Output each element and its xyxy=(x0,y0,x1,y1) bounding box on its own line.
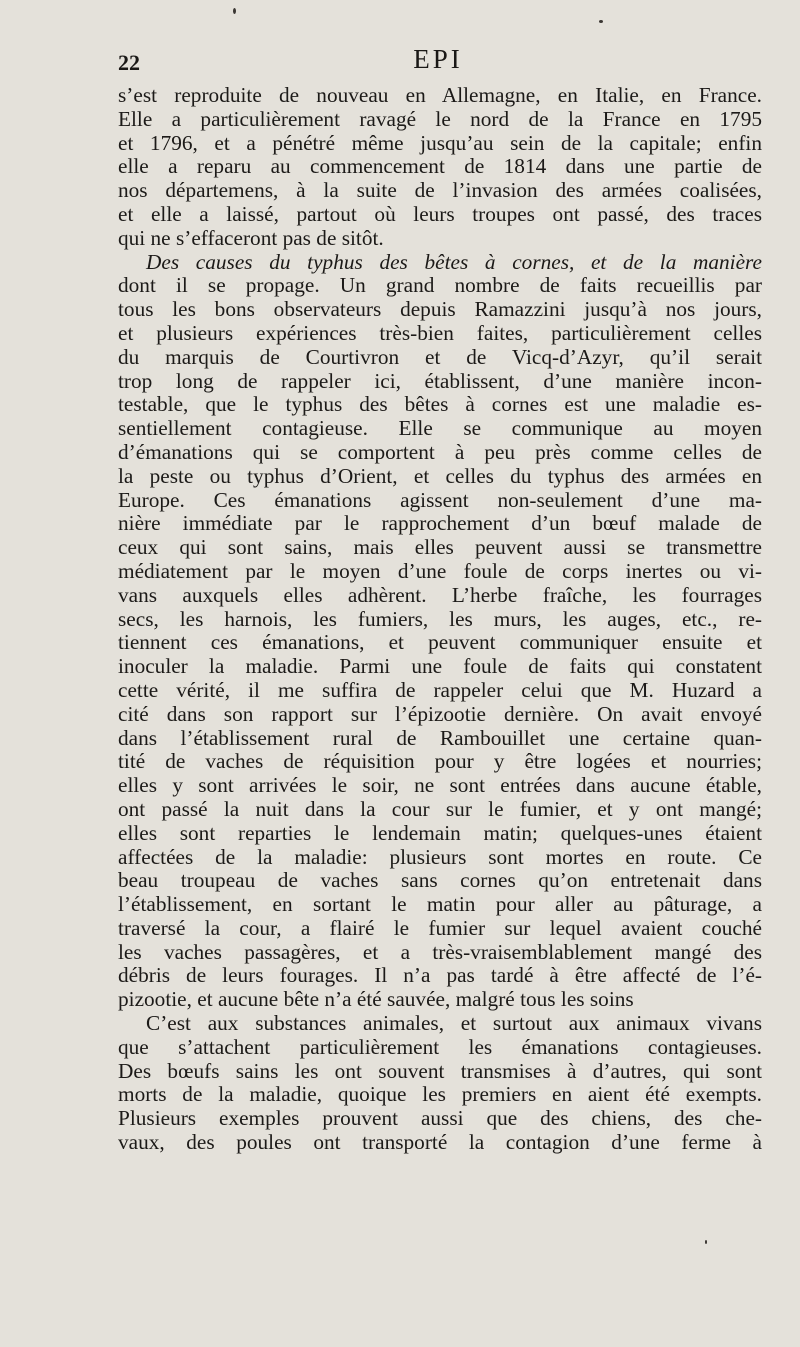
text-line: tous les bons observateurs depuis Ramazzini jusqu’à nos jours, xyxy=(118,297,762,322)
text-line: Des bœufs sains les ont souvent transmises à d’autres, qui sont xyxy=(118,1058,762,1083)
text-line: Plusieurs exemples prouvent aussi que des chiens, des che- xyxy=(118,1106,762,1131)
text-line: dont il se propage. Un grand nombre de faits recueillis par xyxy=(118,273,762,298)
text-line: elle a reparu au commencement de 1814 dans une partie de xyxy=(118,154,762,179)
text-line: cette vérité, il me suffira de rappeler celui que M. Huzard a xyxy=(118,677,762,702)
text-line: traversé la cour, a flairé le fumier sur lequel avaient couché xyxy=(118,915,762,940)
text-line: et 1796, et a pénétré même jusqu’au sein de la capitale; enfin xyxy=(118,130,762,155)
running-head: EPI xyxy=(413,44,463,74)
text-line: la peste ou typhus d’Orient, et celles du typhus des armées en xyxy=(118,463,762,488)
text-line: d’émanations qui se comportent à peu près comme celles de xyxy=(118,439,762,464)
text-line: Europe. Ces émanations agissent non-seulement d’une ma- xyxy=(118,487,762,512)
ink-speck xyxy=(233,8,236,14)
ink-speck xyxy=(599,20,603,23)
text-line: inoculer la maladie. Parmi une foule de faits qui constatent xyxy=(118,654,762,679)
text-line: beau troupeau de vaches sans cornes qu’on entretenait dans xyxy=(118,868,762,893)
section-heading-line xyxy=(118,251,762,275)
text-line: vaux, des poules ont transporté la contagion d’une ferme à xyxy=(118,1130,762,1155)
text-line: et plusieurs expériences très-bien faites, particulièrement celles xyxy=(118,320,762,345)
text-line: morts de la maladie, quoique les premiers en aient été exempts. xyxy=(118,1082,762,1107)
ink-speck xyxy=(705,1240,707,1244)
text-line: nos départemens, à la suite de l’invasion des armées coalisées, xyxy=(118,178,762,203)
text-line: testable, que le typhus des bêtes à cornes est une maladie es- xyxy=(118,392,762,417)
text-line: médiatement par le moyen d’une foule de corps inertes ou vi- xyxy=(118,558,762,583)
text-line: tiennent ces émanations, et peuvent communiquer ensuite et xyxy=(118,630,762,655)
text-line: et elle a laissé, partout où leurs troupes ont passé, des traces xyxy=(118,201,762,226)
text-line: les vaches passagères, et a très-vraisemblablement mangé des xyxy=(118,939,762,964)
body-text xyxy=(118,84,762,1155)
text-line: sentiellement contagieuse. Elle se communique au moyen xyxy=(118,416,762,441)
text-line: affectées de la maladie: plusieurs sont mortes en route. Ce xyxy=(118,844,762,869)
text-line: du marquis de Courtivron et de Vicq-d’Azyr, qu’il serait xyxy=(118,344,762,369)
text-line: secs, les harnois, les fumiers, les murs, les auges, etc., re- xyxy=(118,606,762,631)
text-line: elles y sont arrivées le soir, ne sont entrées dans aucune étable, xyxy=(118,773,762,798)
text-line: que s’attachent particulièrement les émanations contagieuses. xyxy=(118,1034,762,1059)
text-line: C’est aux substances animales, et surtout aux animaux vivans xyxy=(146,1011,762,1036)
text-line: l’établissement, en sortant le matin pour aller au pâturage, a xyxy=(118,892,762,917)
text-line: elles sont reparties le lendemain matin; quelques-unes étaient xyxy=(118,820,762,845)
text-line: débris de leurs fourages. Il n’a pas tardé à être affecté de l’é- xyxy=(118,963,762,988)
text-line: vans auxquels elles adhèrent. L’herbe fraîche, les fourrages xyxy=(118,582,762,607)
page-number: 22 xyxy=(118,50,140,75)
text-line: ont passé la nuit dans la cour sur le fumier, et y ont mangé; xyxy=(118,796,762,821)
text-line: qui ne s’effaceront pas de sitôt. xyxy=(118,225,384,250)
text-line: tité de vaches de réquisition pour y être logées et nourries; xyxy=(118,749,762,774)
section-heading: Des causes du typhus des bêtes à cornes, et de la manière xyxy=(146,249,762,274)
text-line: nière immédiate par le rapprochement d’un bœuf malade de xyxy=(118,511,762,536)
text-line: s’est reproduite de nouveau en Allemagne, en Italie, en France. xyxy=(118,83,762,107)
text-line: dans l’établissement rural de Rambouillet une certaine quan- xyxy=(118,725,762,750)
text-line: Elle a particulièrement ravagé le nord de la France en 1795 xyxy=(118,106,762,131)
text-line: cité dans son rapport sur l’épizootie dernière. On avait envoyé xyxy=(118,701,762,726)
text-line: trop long de rappeler ici, établissent, d’une manière incon- xyxy=(118,368,762,393)
page-header xyxy=(118,44,758,84)
text-line: pizootie, et aucune bête n’a été sauvée, malgré tous les soins xyxy=(118,987,634,1012)
text-line: ceux qui sont sains, mais elles peuvent aussi se transmettre xyxy=(118,535,762,560)
